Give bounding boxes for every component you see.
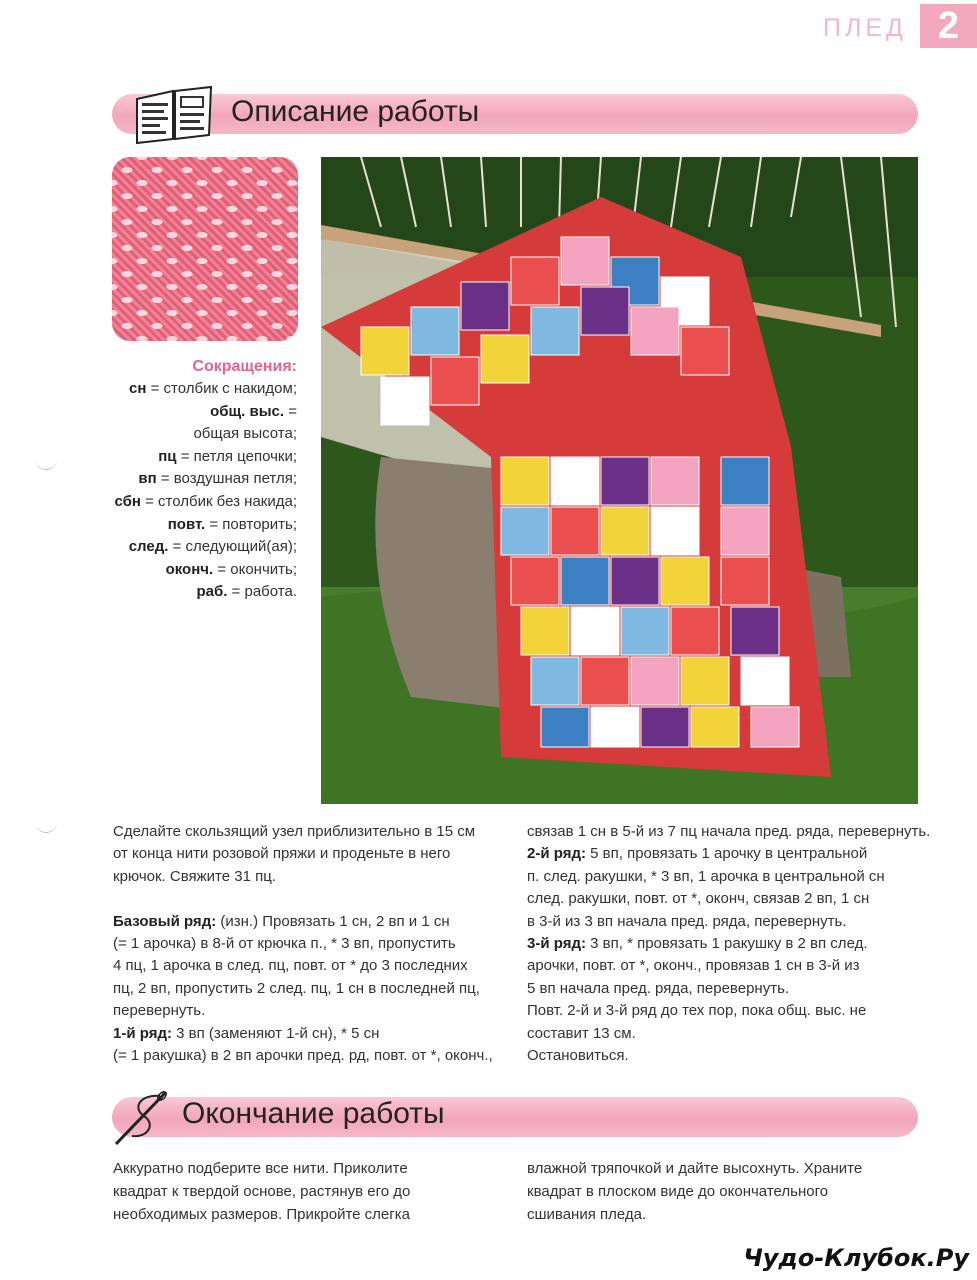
text-line [113,978,480,1000]
text-content: (= 1 ракушка) в 2 вп арочки пред. рд, повт. от *, оконч., [113,1047,493,1064]
text-line [527,843,867,865]
abbreviation-item [129,538,297,555]
abbreviation-term: сбн [114,493,141,510]
row-label: 2-й ряд: [527,845,586,863]
text-line [527,1045,629,1067]
abbreviation-item [196,583,297,600]
text-content: пц, 2 вп, пропустить 2 след. пц, 1 сн в последней пц, [113,979,480,997]
text-line: необходимых размеров. Прикройте слегка [113,1206,410,1223]
text-content: Повт. 2-й и 3-й ряд до тех пор, пока общ. выс. не [527,1002,867,1020]
text-content: Остановиться. [527,1047,629,1064]
text-line [113,911,450,933]
text-line: квадрат к твердой основе, растянув его до [113,1183,411,1200]
text-line [527,1023,636,1045]
text-line [113,843,450,865]
abbreviation-term: общ. выс. [210,402,285,420]
text-content: арочки, повт. от *, оконч., провязав 1 сн в 3-й из [527,957,860,975]
text-content: 3 вп, * провязать 1 ракушку в 2 вп след. [585,935,868,952]
text-line [113,866,276,888]
abbreviation-term: повт. [167,515,206,533]
row-label: 1-й ряд: [113,1024,172,1042]
abbreviation-definition: = петля цепочки; [176,447,297,465]
text-content: (изн.) Провязать 1 сн, 2 вп и 1 сн [216,912,450,930]
abbreviation-item [138,470,297,487]
abbreviation-term: оконч. [165,560,214,578]
text-line [113,821,475,843]
abbreviation-term: сн [129,380,147,397]
text-content: п. след. ракушки, * 3 вп, 1 арочка в центральной сн [527,867,885,885]
text-line [527,933,868,955]
text-line [113,955,468,977]
abbreviation-definition: = окончить; [213,560,297,578]
needle-thread-icon [110,1086,172,1150]
text-line [527,978,789,1000]
text-content: в 3-й из 3 вп начала пред. ряда, перевернуть. [527,912,847,930]
text-content: 3 вп (заменяют 1-й сн), * 5 сн [171,1024,380,1042]
text-content: от конца нити розовой пряжи и проденьте в него [113,845,451,863]
text-content: 5 вп, провязать 1 арочку в центральной [585,845,868,863]
row-label: Базовый ряд: [113,912,217,930]
text-line [527,911,847,933]
text-line [527,821,930,843]
watermark: Чудо-Клубок.Ру [743,1244,969,1272]
document-icon [133,85,215,145]
text-line [113,1023,379,1045]
text-line [113,1045,493,1067]
text-line [113,1000,205,1022]
text-line [527,888,869,910]
text-line: Аккуратно подберите все нити. Приколите [113,1160,408,1177]
text-line: влажной тряпочкой и дайте высохнуть. Храните [527,1160,863,1177]
text-content: составит 13 см. [527,1024,636,1042]
text-line [527,1000,866,1022]
text-line: квадрат в плоском виде до окончательного [527,1183,829,1200]
section-title: ПЛЕД [823,14,907,42]
abbreviation-definition: = [284,402,297,420]
stitch-swatch-image [112,157,298,341]
text-content: связав 1 сн в 5-й из 7 пц начала пред. ряда, перевернуть. [527,823,931,840]
abbreviation-definition: = работа. [227,583,297,601]
blanket-photo [321,157,918,804]
abbreviation-definition: = воздушная петля; [156,470,297,488]
text-content: Сделайте скользящий узел приблизительно в 15 см [113,823,476,840]
abbreviation-term: пц [158,447,177,465]
text-content: крючок. Свяжите 31 пц. [113,867,276,885]
abbreviation-item [210,403,297,420]
abbreviation-term: раб. [196,583,228,601]
text-line: сшивания пледа. [527,1206,647,1223]
text-line [527,866,885,888]
finishing-title: Окончание работы [182,1097,445,1130]
text-line [527,955,860,977]
text-content: (= 1 арочка) в 8-й от крючка п., * 3 вп, пропустить [113,935,456,952]
abbreviation-term: след. [128,538,169,556]
abbreviation-definition: = столбик без накида; [140,493,297,510]
text-line [113,933,456,955]
abbreviation-item [158,448,297,465]
description-title: Описание работы [231,95,480,128]
binder-hole [35,818,57,833]
abbreviation-item [168,516,297,533]
text-content: 4 пц, 1 арочка в след. пц, повт. от * до 3 последних [113,957,468,975]
binder-hole [35,455,57,470]
abbreviation-definition: = повторить; [205,515,297,533]
abbreviation-term: вп [138,470,157,488]
abbreviation-definition: = столбик с накидом; [146,380,297,397]
text-content: след. ракушки, повт. от *, оконч, связав 2 вп, 1 сн [527,890,870,908]
abbreviation-item [166,561,297,578]
abbreviation-item [114,493,297,510]
abbreviation-item [129,380,297,397]
abbreviations-title: Сокращения: [192,358,297,375]
text-content: 5 вп начала пред. ряда, перевернуть. [527,979,790,997]
text-content: перевернуть. [113,1002,206,1020]
page-number: 2 [920,4,977,48]
abbreviation-definition: = следующий(ая); [168,538,297,556]
abbreviation-item [193,425,297,442]
row-label: 3-й ряд: [527,935,586,952]
abbreviation-definition: общая высота; [193,425,297,443]
